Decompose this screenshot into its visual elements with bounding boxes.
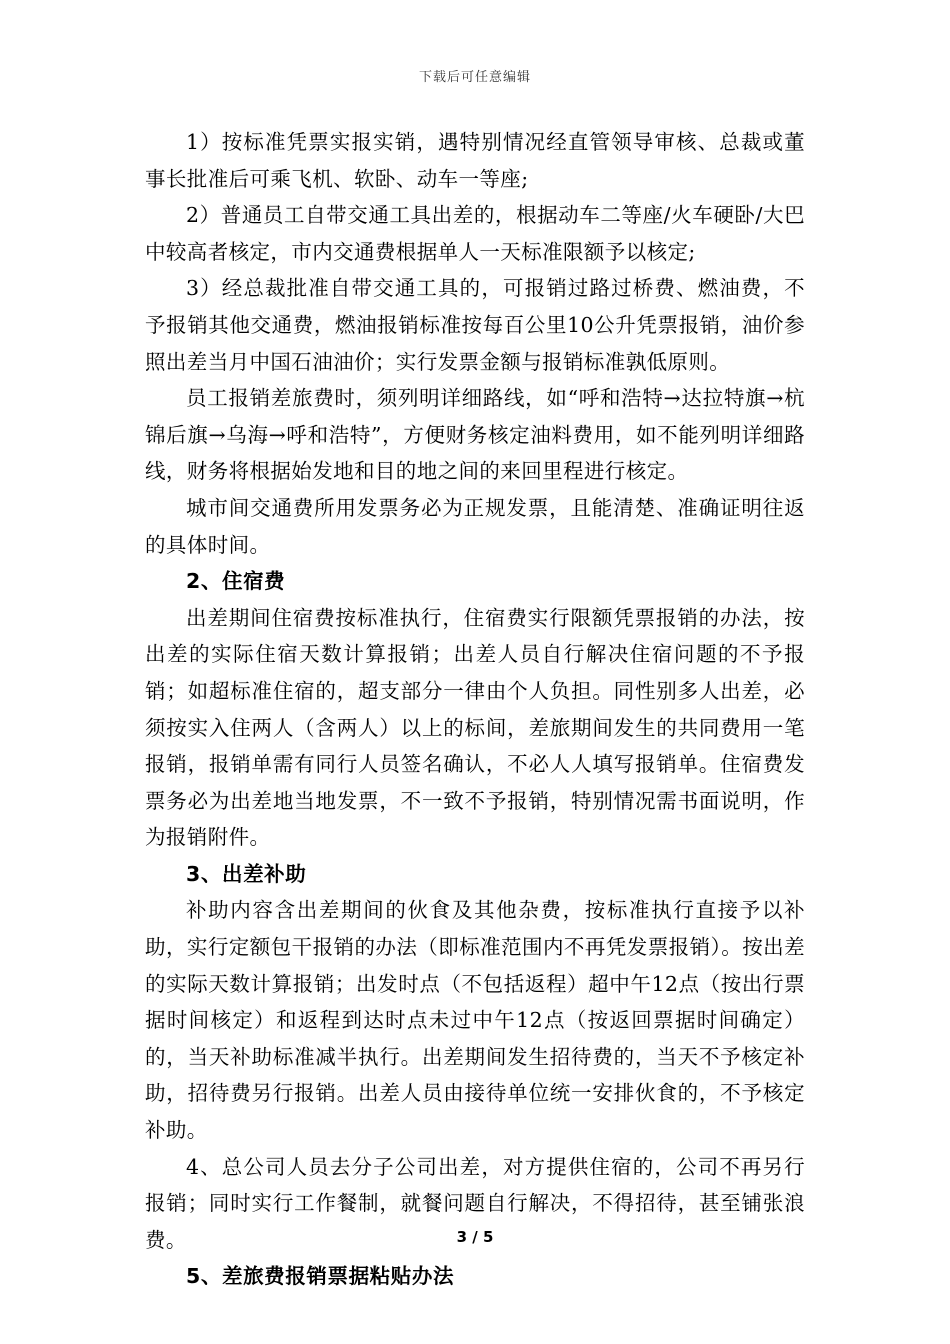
document-body (145, 124, 805, 1295)
paragraph-accommodation: 出差期间住宿费按标准执行，住宿费实行限额凭票报销的办法，按出差的实际住宿天数计算报销；出差人员自行解决住宿问题的不予报销；如超标准住宿的，超支部分一律由个人负担。同性别多人出差，必须按实入住两人（含两人）以上的标间，差旅期间发生的共同费用一笔报销，报销单需有同行人员签名确认，不必人人填写报销单。住宿费发票务必为出差地当地发票，不一致不予报销，特别情况需书面说明，作为报销附件。 (145, 605, 805, 850)
paragraph-transport-rule-2: 2）普通员工自带交通工具出差的，根据动车二等座/火车硬卧/大巴中较高者核定，市内交通费根据单人一天标准限额予以核定; (145, 203, 805, 264)
page-header-note: 下载后可任意编辑 (418, 70, 531, 85)
paragraph-transport-rule-1: 1）按标准凭票实报实销，遇特别情况经直管领导审核、总裁或董事长批准后可乘飞机、软卧、动车一等座; (145, 130, 805, 191)
section-heading-accommodation: 2、住宿费 (186, 569, 286, 594)
paragraph-transport-rule-3: 3）经总裁批准自带交通工具的，可报销过路过桥费、燃油费，不予报销其他交通费，燃油报销标准按每百公里10公升凭票报销，油价参照出差当月中国石油油价；实行发票金额与报销标准孰低原则。 (145, 276, 805, 374)
paragraph-branch-travel: 4、总公司人员去分子公司出差，对方提供住宿的，公司不再另行报销；同时实行工作餐制，就餐问题自行解决，不得招待，甚至铺张浪费。 (145, 1154, 805, 1252)
paragraph-allowance: 补助内容含出差期间的伙食及其他杂费，按标准执行直接予以补助，实行定额包干报销的办法（即标准范围内不再凭发票报销）。按出差的实际天数计算报销；出发时点（不包括返程）超中午12点（按出行票据时间核定）和返程到达时点未过中午12点（按返回票据时间确定）的，当天补助标准减半执行。出差期间发生招待费的，当天不予核定补助，招待费另行报销。出差人员由接待单位统一安排伙食的，不予核定补助。 (145, 898, 805, 1143)
section-heading-receipt-pasting: 5、差旅费报销票据粘贴办法 (186, 1264, 455, 1289)
page-number: 3 / 5 (456, 1228, 494, 1246)
paragraph-route-requirement: 员工报销差旅费时，须列明详细路线，如“呼和浩特→达拉特旗→杭锦后旗→乌海→呼和浩特”，方便财务核定油料费用，如不能列明详细路线，财务将根据始发地和目的地之间的来回里程进行核定。 (145, 386, 805, 484)
section-heading-allowance: 3、出差补助 (186, 861, 307, 886)
paragraph-invoice-requirement: 城市间交通费所用发票务必为正规发票，且能清楚、准确证明往返的具体时间。 (145, 495, 805, 557)
